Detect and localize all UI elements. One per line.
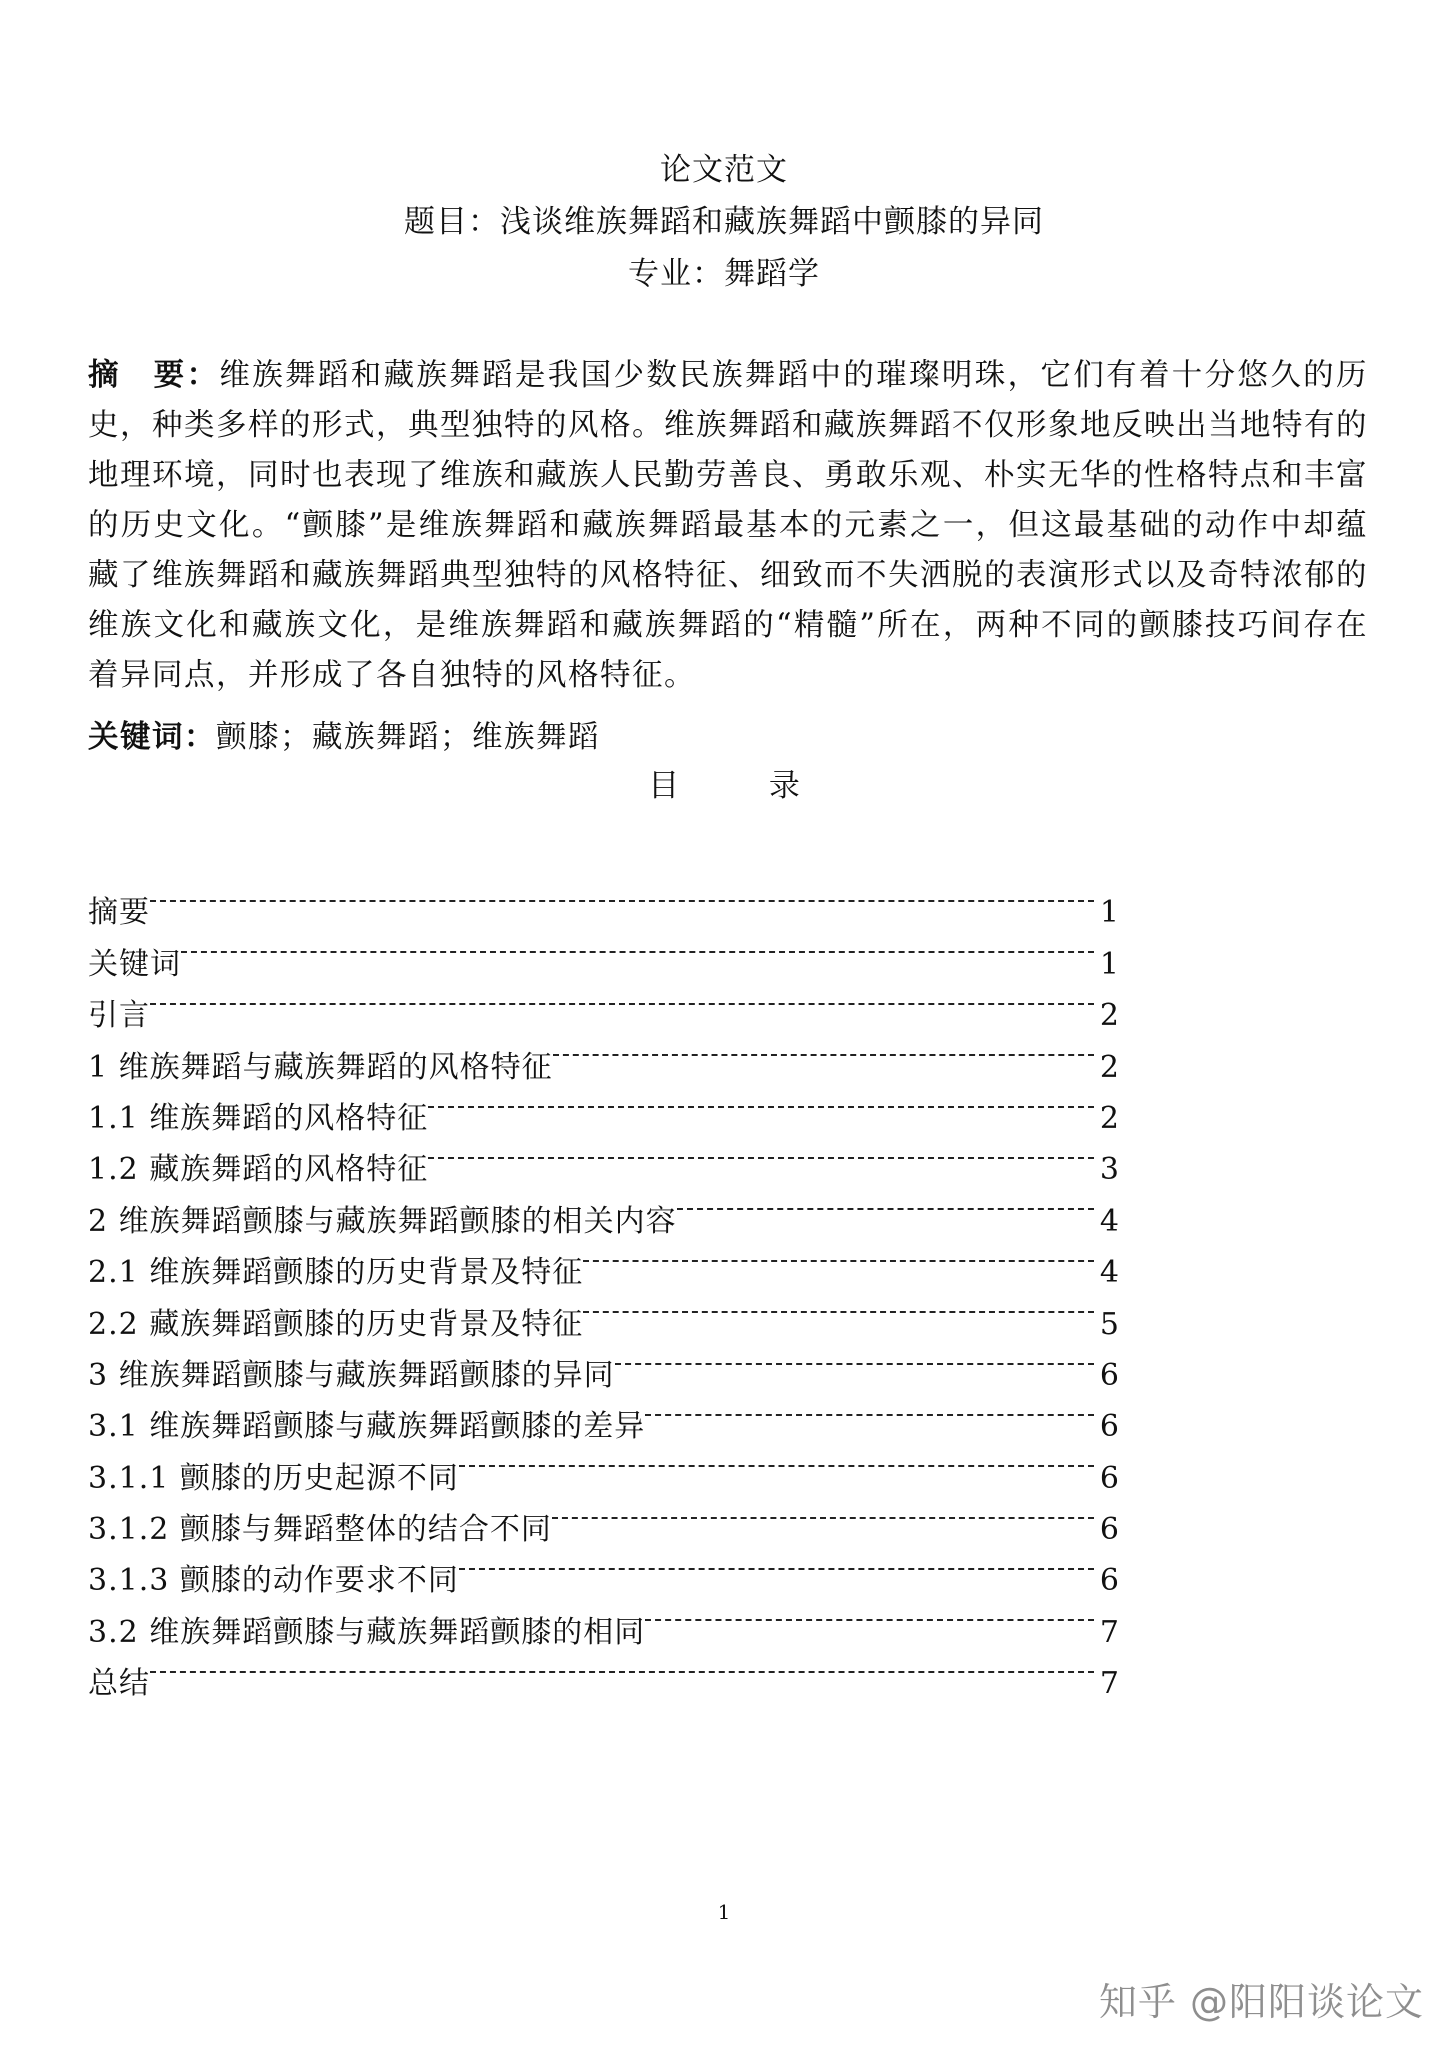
toc-leader — [428, 1128, 1098, 1179]
toc-leader — [150, 1642, 1098, 1693]
toc-entry-page: 6 — [1099, 1357, 1120, 1393]
toc-entry-page: 4 — [1099, 1203, 1120, 1239]
toc-entry-label: 摘要 — [88, 895, 150, 931]
toc-entry-page: 2 — [1099, 1049, 1120, 1085]
toc-leader — [459, 1539, 1098, 1590]
toc-entry — [88, 974, 1120, 1034]
toc-entry-label: 3.1 维族舞蹈颤膝与藏族舞蹈颤膝的差异 — [88, 1409, 646, 1445]
toc-entry-page: 6 — [1099, 1563, 1120, 1599]
toc-entry-label: 3 维族舞蹈颤膝与藏族舞蹈颤膝的异同 — [88, 1357, 615, 1393]
toc-entry-page: 2 — [1099, 1100, 1120, 1136]
toc-entry — [88, 922, 1120, 982]
toc-entry-label: 3.1.3 颤膝的动作要求不同 — [88, 1563, 459, 1599]
toc-entry-page: 5 — [1099, 1306, 1120, 1342]
toc-entry-page: 1 — [1099, 946, 1120, 982]
keywords-text: 颤膝；藏族舞蹈；维族舞蹈 — [216, 720, 600, 755]
toc-entry-page: 4 — [1099, 1255, 1120, 1291]
toc-entry-page: 2 — [1099, 998, 1120, 1034]
toc-entry-page: 1 — [1099, 895, 1120, 931]
paper-title: 题目：浅谈维族舞蹈和藏族舞蹈中颤膝的异同 — [404, 204, 1044, 240]
toc-entry-page: 3 — [1099, 1152, 1120, 1188]
table-of-contents — [88, 871, 1120, 1702]
toc-entry-page: 6 — [1099, 1512, 1120, 1548]
toc-leader — [615, 1334, 1098, 1385]
toc-entry-page: 6 — [1099, 1409, 1120, 1445]
toc-entry-label: 关键词 — [88, 946, 181, 982]
toc-entry — [88, 871, 1120, 931]
toc-leader — [150, 871, 1098, 922]
toc-entry-label: 1.1 维族舞蹈的风格特征 — [88, 1100, 429, 1136]
toc-leader — [645, 1385, 1098, 1436]
toc-entry-label: 2 维族舞蹈颤膝与藏族舞蹈颤膝的相关内容 — [88, 1203, 677, 1239]
toc-leader — [150, 974, 1098, 1025]
toc-entry-label: 3.1.1 颤膝的历史起源不同 — [88, 1460, 459, 1496]
toc-entry-label: 1 维族舞蹈与藏族舞蹈的风格特征 — [88, 1049, 553, 1085]
paper-major: 专业：舞蹈学 — [628, 256, 820, 292]
toc-leader — [583, 1231, 1098, 1282]
document-label: 论文范文 — [660, 152, 788, 188]
toc-entry-page: 7 — [1099, 1666, 1120, 1702]
toc-leader — [181, 922, 1098, 973]
toc-leader — [553, 1025, 1098, 1076]
abstract-text: 维族舞蹈和藏族舞蹈是我国少数民族舞蹈中的璀璨明珠，它们有着十分悠久的历史，种类多样的形式，典型独特的风格。维族舞蹈和藏族舞蹈不仅形象地反映出当地特有的地理环境，同时也表现了维族和藏族人民勤劳善良、勇敢乐观、朴实无华的性格特点和丰富的历史文化。“颤膝”是维族舞蹈和藏族舞蹈最基本的元素之一，但这最基础的动作中却蕴藏了维族舞蹈和藏族舞蹈典型独特的风格特征、细致而不失洒脱的表演形式以及奇特浓郁的维族文化和藏族文化，是维族舞蹈和藏族舞蹈的“精髓”所在，两种不同的颤膝技巧间存在着异同点，并形成了各自独特的风格特征。 — [88, 358, 1369, 693]
toc-entry-label: 3.1.2 颤膝与舞蹈整体的结合不同 — [88, 1512, 552, 1548]
toc-leader — [583, 1282, 1098, 1333]
toc-entry-page: 6 — [1099, 1460, 1120, 1496]
toc-entry-label: 2.2 藏族舞蹈颤膝的历史背景及特征 — [88, 1306, 584, 1342]
watermark: 知乎 @阳阳谈论文 — [1098, 1980, 1424, 2024]
toc-leader — [645, 1590, 1098, 1641]
abstract-paragraph — [88, 350, 1368, 701]
toc-entry-label: 3.2 维族舞蹈颤膝与藏族舞蹈颤膝的相同 — [88, 1614, 646, 1650]
toc-entry — [88, 1642, 1120, 1702]
page-number: 1 — [717, 1900, 731, 1924]
toc-leader — [459, 1436, 1098, 1487]
toc-entry-label: 2.1 维族舞蹈颤膝的历史背景及特征 — [88, 1255, 584, 1291]
toc-entry-label: 引言 — [88, 998, 150, 1034]
toc-entry-label: 1.2 藏族舞蹈的风格特征 — [88, 1152, 429, 1188]
toc-leader — [552, 1488, 1098, 1539]
abstract-lead: 摘 要： — [88, 357, 220, 393]
keywords-lead: 关键词： — [88, 719, 216, 755]
toc-leader — [677, 1179, 1098, 1230]
toc-entry-label: 总结 — [88, 1666, 150, 1702]
toc-entry-page: 7 — [1099, 1614, 1120, 1650]
toc-heading: 目 录 — [648, 768, 840, 804]
toc-leader — [428, 1077, 1098, 1128]
keywords-line — [88, 712, 1368, 763]
toc-entry — [88, 1025, 1120, 1085]
